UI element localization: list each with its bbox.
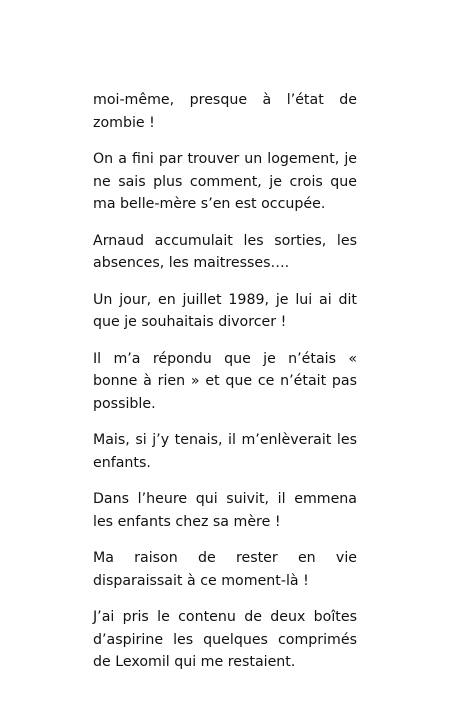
paragraph-4: Un jour, en juillet 1989, je lui ai dit que je souhaitais divorcer !: [93, 291, 357, 330]
paragraph-2: On a fini par trouver un logement, je ne sais plus comment, je crois que ma belle-mère s’en est occupée.: [93, 151, 357, 212]
paragraph-9: J’ai pris le contenu de deux boîtes d’aspirine les quelques comprimés de Lexomil qui me restaient.: [93, 609, 357, 670]
paragraph-5: Il m’a répondu que je n’étais « bonne à rien » et que ce n’était pas possible.: [93, 350, 357, 412]
paragraph-7: Dans l’heure qui suivit, il emmena les enfants chez sa mère !: [93, 491, 357, 530]
body-text: [93, 89, 357, 688]
paragraph-3: Arnaud accumulait les sorties, les absences, les maitresses….: [93, 232, 357, 271]
paragraph-6: Mais, si j’y tenais, il m’enlèverait les enfants.: [93, 432, 357, 471]
paragraph-8: Ma raison de rester en vie disparaissait à ce moment-là !: [93, 550, 357, 589]
paragraph-1: moi-même, presque à l’état de zombie !: [93, 92, 357, 131]
